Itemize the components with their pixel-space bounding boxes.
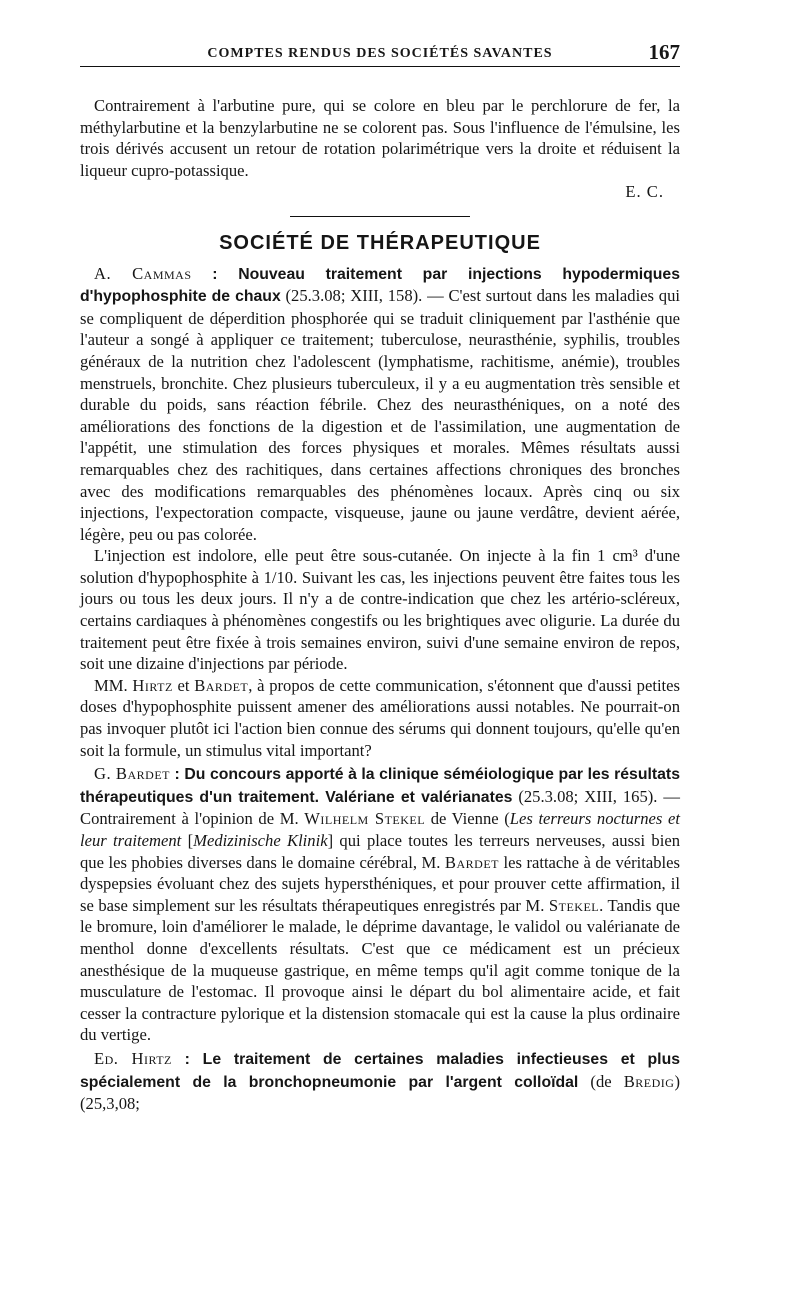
- entry-cammas-paragraph-2: L'injection est indolore, elle peut être sous-cutanée. On injecte à la fin 1 cm³ d'une solution d'hypophosphite à 1/10. Suivant les cas, les injections peuvent être faites tous les jours ou tous les deux jours. Il n'y a de contre-indication que chez les artério-scléreux, certains cardiaques à phénomènes congestifs ou les brightiques avec oligurie. La durée du traitement peut être fixée à trois semaines environ, suivi d'une semaine environ de repos, soit une dizaine d'injections par période.: [80, 546, 680, 674]
- entry-separator: :: [171, 1050, 203, 1068]
- entry-text-part: ) (25,3,08;: [80, 1071, 680, 1114]
- section-divider: [290, 216, 470, 217]
- cited-work-title: Les terreurs nocturnes et leur traitement: [80, 809, 680, 850]
- discussion-prefix: MM.: [94, 675, 133, 695]
- cited-journal: Medizinische Klinik: [193, 831, 328, 850]
- person-name: Bredig: [623, 1071, 675, 1091]
- discussion-text: , à propos de cette communication, s'étonnent que d'aussi petites doses d'hypophosphite puissent amener des améliorations aussi notables. Ne pourrait-on pas invoquer plutôt ici l'action bien connue des sérums qui donnent toujours, qu'elle qu'en soit la formule, un stimulus vital important?: [80, 675, 680, 760]
- entry-author: A. Cammas: [94, 263, 192, 283]
- signature: E. C.: [625, 182, 664, 202]
- entry-text-part: ] qui place toutes les terreurs nerveuses, aussi bien que les phobies diverses dans le domaine cérébral, M.: [80, 831, 680, 872]
- entry-title: Le traitement de certaines maladies infectieuses et plus spécialement de la bronchopneumonie par l'argent colloïdal: [80, 1050, 680, 1091]
- entry-cammas-discussion: [80, 675, 680, 761]
- discussion-and: et: [172, 675, 195, 695]
- entry-text-part: les rattache à de véritables dyspepsies évoluant chez des sujets hypersthéniques, et pour prouver cette affirmation, il se base simplement sur les résultats thérapeutiques enregistrés par M.: [80, 852, 680, 915]
- person-name: Bardet: [444, 852, 499, 872]
- entry-text-part: de Vienne (: [425, 809, 510, 829]
- entry-text-part: [: [181, 831, 194, 850]
- entry-reference: (25.3.08; XIII, 165).: [512, 786, 658, 806]
- running-title: COMPTES RENDUS DES SOCIÉTÉS SAVANTES: [207, 46, 553, 61]
- entry-separator: :: [170, 766, 185, 784]
- page-number: 167: [648, 40, 680, 64]
- entry-title: Du concours apporté à la clinique séméiologique par les résultats thérapeutiques d'un traitement. Valériane et valérianates: [80, 766, 680, 806]
- entry-text-part: . Tandis que le bromure, loin d'améliorer le malade, le déprime davantage, le validol ou valérianate de menthol donne d'excellents résultats. C'est que ce médicament est un précieux anesthésique de la muqueuse gastrique, en même temps qu'il agit comme tonique de la musculature de l'estomac. Il provoque ainsi le départ du bol alimentaire acide, et fait cesser la contracture pylorique et la distension stomacale qui est la cause la plus ordinaire du vertige.: [80, 895, 681, 1045]
- entry-hirtz: [80, 1048, 680, 1115]
- person-name: Stekel: [548, 895, 600, 915]
- entry-bardet: [80, 763, 680, 1046]
- discussion-name-bardet: Bardet: [194, 675, 249, 695]
- discussion-name-hirtz: Hirtz: [132, 675, 173, 695]
- entry-text-part: — Contrairement à l'opinion de M.: [80, 786, 680, 829]
- entry-text-part: (de: [578, 1071, 624, 1091]
- intro-paragraph: Contrairement à l'arbutine pure, qui se colore en bleu par le perchlorure de fer, la méthylarbutine et la benzylarbutine ne se colorent pas. Sous l'influence de l'émulsine, les trois dérivés accusent un retour de rotation polarimétrique vers la droite et réduisent la liqueur cupro-potassique.: [80, 96, 680, 180]
- entry-author: Ed. Hirtz: [94, 1048, 172, 1068]
- person-name: Wilhelm Stekel: [304, 809, 426, 829]
- entry-title: Nouveau traitement par injections hypodermiques d'hypophosphite de chaux: [80, 265, 681, 306]
- entry-separator: :: [191, 265, 239, 283]
- entry-text: — C'est surtout dans les maladies qui se compliquent de déperdition phosphorée qui se traduit cliniquement par l'asthénie que l'auteur a songé à appliquer ce traitement; tuberculose, neurasthénie, syphilis, troubles généraux de la nutrition chez l'adolescent (lymphatisme, rachitisme, anémie), troubles menstruels, bronchite. Chez plusieurs tuberculeux, il y a eu augmentation très sensible et durable du poids, sans réaction fébrile. Chez des neurasthéniques, on a noté des améliorations des fonctions de la digestion et de l'assimilation, une augmentation de l'appétit, une stimulation des forces physiques et morales. Mêmes résultats aussi remarquables chez des rachitiques, dans certaines affections chroniques des bronches avec des modifications remarquables des phénomènes locaux. Après cinq ou six injections, l'expectoration compacte, visqueuse, jaune ou jaune verdâtre, devient aérée, légère, peu ou pas colorée.: [80, 286, 680, 544]
- entry-cammas: [80, 263, 680, 546]
- entry-reference: (25.3.08; XIII, 158).: [280, 286, 423, 306]
- running-header: [80, 40, 680, 67]
- entry-author: G. Bardet: [94, 764, 170, 784]
- section-title: SOCIÉTÉ DE THÉRAPEUTIQUE: [219, 231, 541, 254]
- article-body: [80, 95, 680, 1115]
